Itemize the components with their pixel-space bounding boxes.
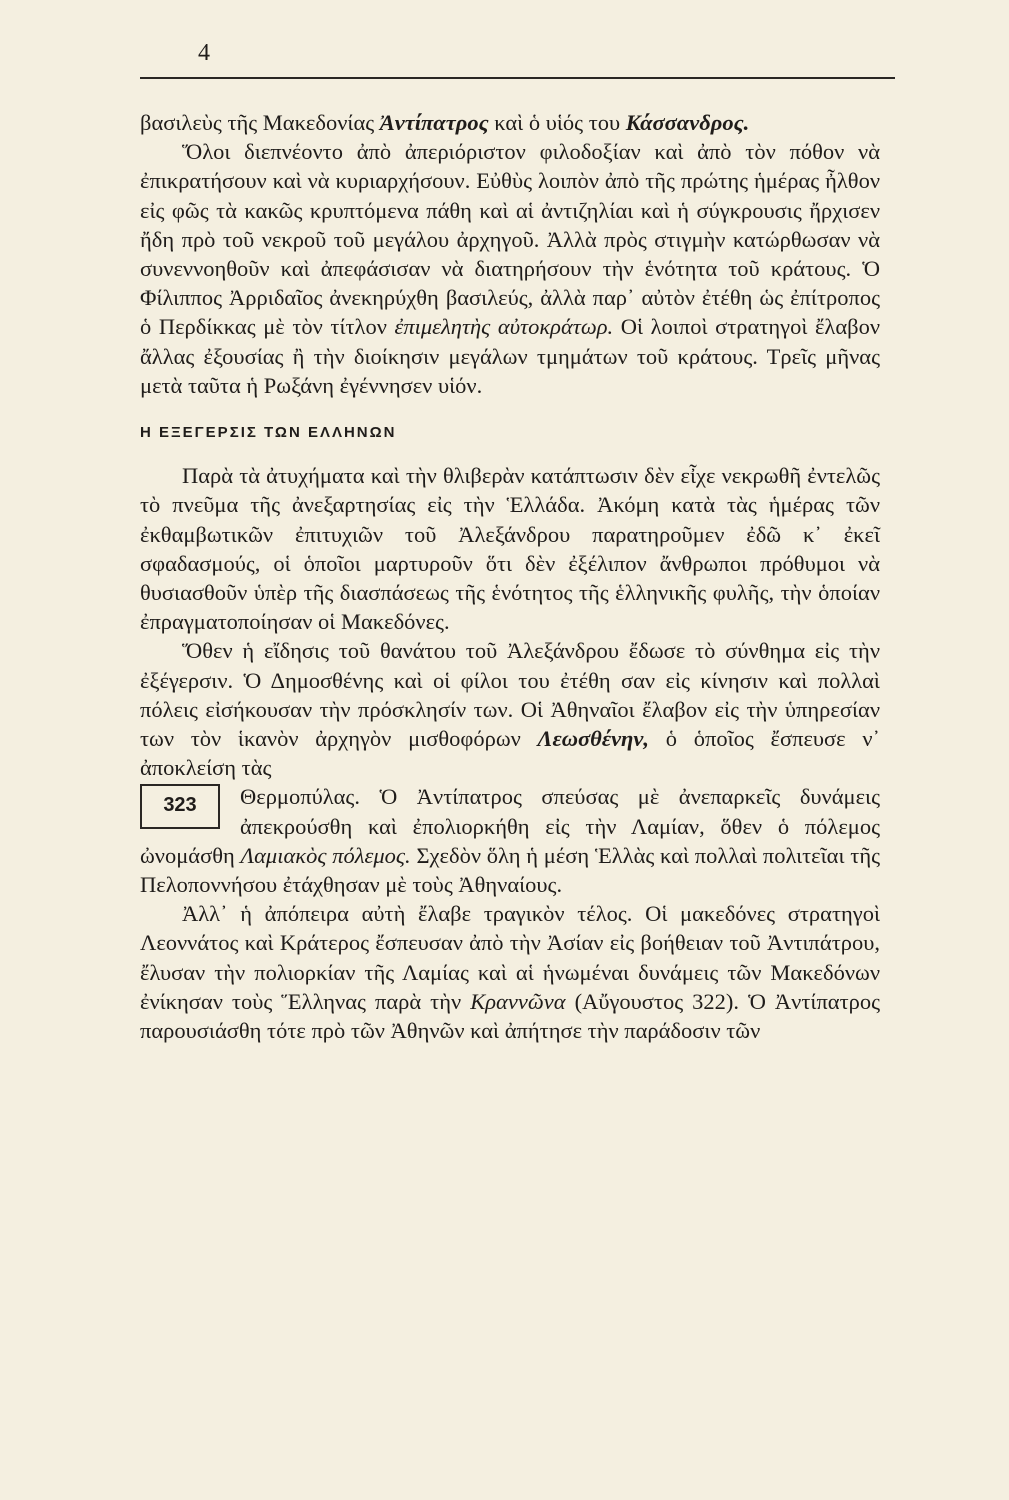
text-run: Ὅθεν ἡ εἴδησις τοῦ θανάτου τοῦ Ἀλεξάνδρου ἔδωσε τὸ σύνθημα εἰς τὴν ἐξέγερσιν. Ὁ Δημοσθένης καὶ οἱ φίλοι του ἐτέθη σαν εἰς κίνησιν καὶ πολλαὶ πόλεις εἰσήκουσαν τὴν πρόσκλησίν των. Οἱ Ἀθηναῖοι ἔλαβον εἰς τὴν ὑπηρεσίαν των τὸν ἱκανὸν ἀρχηγὸν μισθοφόρων xyxy=(140,638,880,752)
text-run: Θερμοπύλας. Ὁ Ἀντίπατρος σπεύσας μὲ ἀνεπαρκεῖς δυνάμεις ἀπεκρούσθη καὶ ἐπολιορκήθη εἰς τὴν Λαμίαν, ὅθεν ὁ πόλεμος ὠνομάσθη xyxy=(140,784,880,868)
text-run: (Αὔγουστος 322). Ὁ Ἀντίπατρος παρουσιάσθη τότε πρὸ τῶν Ἀθηνῶν καὶ ἀπήτησε τὴν παράδοσιν τῶν xyxy=(140,988,881,1044)
paragraph-1 xyxy=(140,137,880,400)
text-run: Ἀλλ᾽ ἡ ἀπόπειρα αὐτὴ ἔλαβε τραγικὸν τέλος. Οἱ μακεδόνες στρατηγοὶ Λεοννάτος καὶ Κράτερος ἔσπευσαν ἀπὸ τὴν Ἀσίαν εἰς βοήθειαν τοῦ Ἀντιπάτρου, ἔλυσαν τὴν πολιορκίαν τῆς Λαμίας καὶ αἱ ἡνωμέναι δυνάμεις τῶν Μακεδόνων ἐνίκησαν τοὺς Ἕλληνας παρὰ τὴν xyxy=(140,901,880,1014)
text-run: Σχεδὸν ὅλη ἡ μέση Ἑλλὰς καὶ πολλαὶ πολιτεῖαι τῆς Πελοποννήσου ἐτάχθησαν μὲ τοὺς Ἀθηναίους. xyxy=(140,842,880,898)
italic-war-name: Λαμιακὸς πόλεμος. xyxy=(240,842,411,868)
name-kassandros: Κάσσανδρος. xyxy=(625,110,750,135)
section-heading: Η ΕΞΕΓΕΡΣΙΣ ΤΩΝ ΕΛΛΗΝΩΝ xyxy=(140,424,397,442)
paragraph-3-continued xyxy=(140,782,880,899)
italic-place: Κραννῶνα xyxy=(470,988,566,1014)
margin-year: 323 xyxy=(140,784,220,829)
text-run: καὶ ὁ υἱός του xyxy=(488,110,626,135)
italic-title: ἐπιμελητὴς αὐτοκράτωρ. xyxy=(394,314,614,340)
text-run: ὁ ὁποῖος ἔσπευσε ν᾽ ἀποκλείση τὰς xyxy=(140,726,880,781)
page-number: 4 xyxy=(198,40,210,66)
paragraph-4 xyxy=(140,899,880,1045)
text-run: Ὅλοι διεπνέοντο ἀπὸ ἀπεριόριστον φιλοδοξίαν καὶ ἀπὸ τὸν πόθον νὰ ἐπικρατήσουν καὶ νὰ κυριαρχήσουν. Εὐθὺς λοιπὸν ἀπὸ τῆς πρώτης ἡμέρας ἦλθον εἰς φῶς τὰ κακῶς κρυπτόμενα πάθη καὶ αἱ ἀντιζηλίαι καὶ ἡ σύγκρουσις ἤρχισεν ἤδη πρὸ τοῦ νεκροῦ τοῦ μεγάλου ἀρχηγοῦ. Ἀλλὰ πρὸς στιγμὴν κατώρθωσαν νὰ συνεννοηθοῦν καὶ ἀπεφάσισαν νὰ διατηρήσουν τὴν ἑνότητα τοῦ κράτους. Ὁ Φίλιππος Ἀρριδαῖος ἀνεκηρύχθη βασιλεύς, ἀλλὰ παρ᾽ αὐτὸν ἐτέθη ὡς ἐπίτροπος ὁ Περδίκκας μὲ τὸν τίτλον xyxy=(140,139,880,340)
margin-year-box xyxy=(140,784,230,829)
text-run: Οἱ λοιποὶ στρατηγοὶ ἔλαβον ἄλλας ἐξουσίας ἢ τὴν διοίκησιν μεγάλων τμημάτων τοῦ κράτους. Τρεῖς μῆνας μετὰ ταῦτα ἡ Ρωξάνη ἐγέννησεν υἱόν. xyxy=(140,314,880,398)
paragraph-0 xyxy=(140,108,880,137)
name-leosthenes: Λεωσθένην, xyxy=(537,726,650,752)
text-run: βασιλεὺς τῆς Μακεδονίας xyxy=(140,110,380,135)
name-antipatros: Ἀντίπατρος xyxy=(379,110,489,135)
paragraph-2: Παρὰ τὰ ἀτυχήματα καὶ τὴν θλιβερὰν κατάπτωσιν δὲν εἶχε νεκρωθῆ ἐντελῶς τὸ πνεῦμα τῆς ἀνεξαρτησίας εἰς τὴν Ἑλλάδα. Ἀκόμη κατὰ τὰς ἡμέρας τῶν ἐκθαμβωτικῶν ἐπιτυχιῶν τοῦ Ἀλεξάνδρου παρατηροῦμεν ἐδῶ κ᾽ ἐκεῖ σφαδασμούς, οἱ ὁποῖοι μαρτυροῦν ὅτι δὲν ἐξέλιπον ἄνθρωποι πρόθυμοι νὰ θυσιασθοῦν ὑπὲρ τῆς διασπάσεως τῆς ἑνότητος τῆς ἑλληνικῆς φυλῆς, τὴν ὁποίαν ἐπραγματοποίησαν οἱ Μακεδόνες. xyxy=(140,463,880,635)
body-text xyxy=(140,108,880,1045)
top-rule xyxy=(140,77,895,79)
paragraph-3 xyxy=(140,636,880,782)
